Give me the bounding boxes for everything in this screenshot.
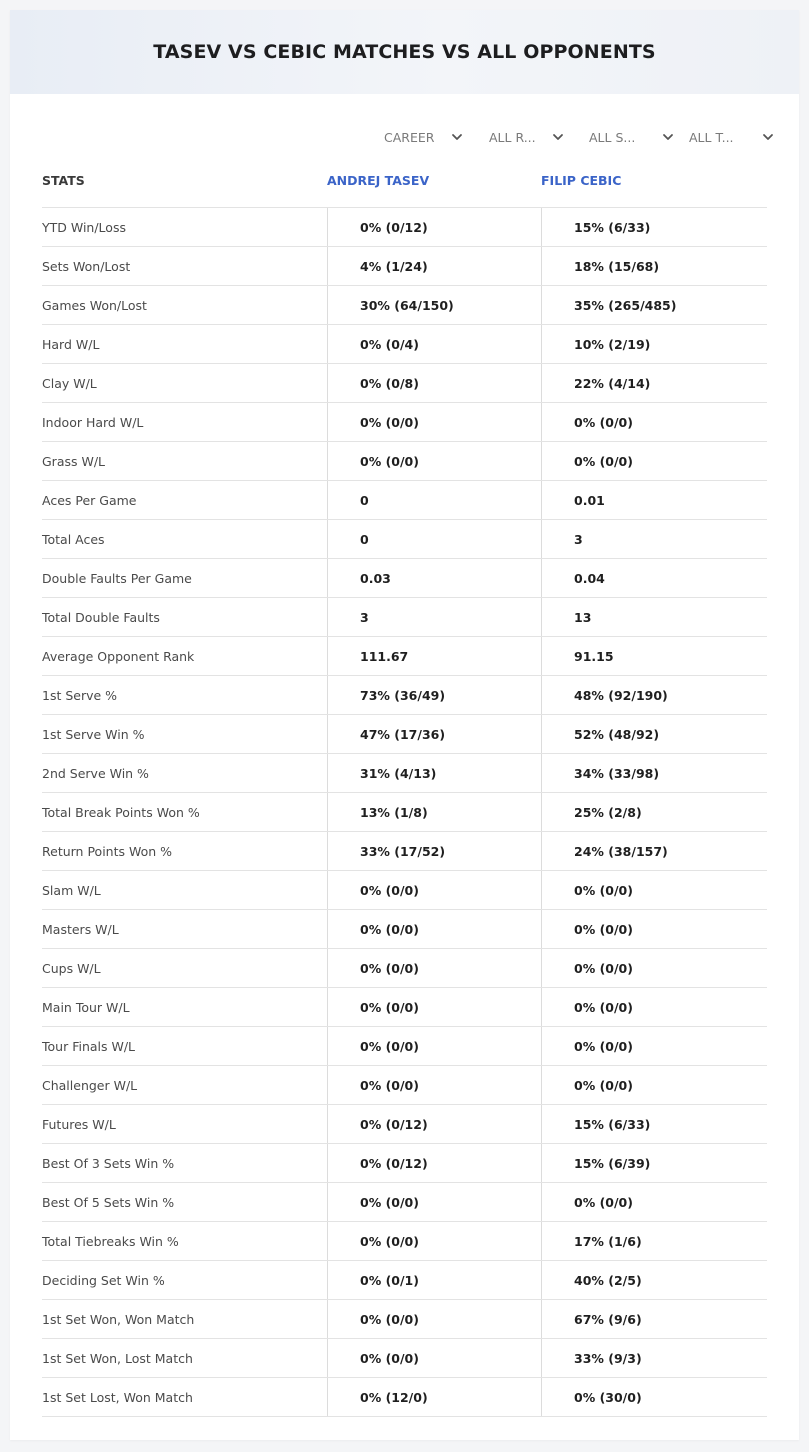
table-row — [42, 871, 767, 910]
stat-label: Average Opponent Rank — [42, 648, 195, 664]
player1-value: 4% (1/24) — [327, 247, 541, 285]
stat-label: 1st Set Lost, Won Match — [42, 1389, 193, 1405]
stat-label: Total Break Points Won % — [42, 804, 200, 820]
player1-value: 31% (4/13) — [327, 754, 541, 792]
stat-label: Clay W/L — [42, 375, 97, 391]
stat-label: 1st Set Won, Won Match — [42, 1311, 195, 1327]
chevron-down-icon — [551, 130, 565, 144]
player1-value: 111.67 — [327, 637, 541, 675]
player1-value: 73% (36/49) — [327, 676, 541, 714]
stats-card — [10, 10, 799, 1440]
table-row — [42, 442, 767, 481]
player1-value: 0% (0/0) — [327, 1300, 541, 1338]
stat-label: 2nd Serve Win % — [42, 765, 149, 781]
stat-label: 1st Serve % — [42, 687, 118, 703]
player1-value: 0% (0/0) — [327, 910, 541, 948]
player2-value: 0% (0/0) — [541, 403, 767, 441]
player2-value: 0% (0/0) — [541, 988, 767, 1026]
table-row — [42, 1066, 767, 1105]
table-row — [42, 286, 767, 325]
stat-label: YTD Win/Loss — [42, 219, 126, 235]
table-row — [42, 481, 767, 520]
player2-value: 35% (265/485) — [541, 286, 767, 324]
stat-label: 1st Serve Win % — [42, 726, 145, 742]
player1-value: 0% (0/0) — [327, 442, 541, 480]
table-row — [42, 1144, 767, 1183]
player1-value: 0% (0/0) — [327, 1339, 541, 1377]
player2-value: 15% (6/39) — [541, 1144, 767, 1182]
stat-label: Sets Won/Lost — [42, 258, 131, 274]
table-row — [42, 832, 767, 871]
player2-value: 33% (9/3) — [541, 1339, 767, 1377]
player1-value: 0% (0/12) — [327, 1144, 541, 1182]
page-title: TASEV VS CEBIC MATCHES VS ALL OPPONENTS — [153, 41, 656, 63]
column-header-player1-link[interactable]: ANDREJ TASEV — [327, 173, 430, 188]
stat-label: Futures W/L — [42, 1116, 116, 1132]
column-header-player2-link[interactable]: FILIP CEBIC — [541, 173, 622, 188]
stat-label: Total Double Faults — [42, 609, 160, 625]
table-row — [42, 910, 767, 949]
chevron-down-icon — [661, 130, 675, 144]
player2-value: 0% (0/0) — [541, 1066, 767, 1104]
filter-surface-select[interactable] — [579, 126, 675, 148]
stat-label: Challenger W/L — [42, 1077, 138, 1093]
table-body — [42, 208, 767, 1417]
stat-label: Games Won/Lost — [42, 297, 147, 313]
player2-value: 67% (9/6) — [541, 1300, 767, 1338]
table-row — [42, 208, 767, 247]
table-header — [42, 160, 767, 208]
table-row — [42, 559, 767, 598]
player1-value: 0% (0/0) — [327, 871, 541, 909]
player2-value: 0% (0/0) — [541, 442, 767, 480]
table-row — [42, 1222, 767, 1261]
stat-label: Main Tour W/L — [42, 999, 130, 1015]
player2-value: 0% (30/0) — [541, 1378, 767, 1416]
filter-tournament-select[interactable] — [679, 126, 775, 148]
stat-label: Tour Finals W/L — [42, 1038, 136, 1054]
player2-value: 48% (92/190) — [541, 676, 767, 714]
filter-period-select[interactable] — [380, 126, 464, 148]
player1-value: 3 — [327, 598, 541, 636]
table-row — [42, 754, 767, 793]
stat-label: Indoor Hard W/L — [42, 414, 144, 430]
filter-round-select[interactable] — [479, 126, 565, 148]
filter-period-value: CAREER — [384, 129, 435, 145]
player1-value: 13% (1/8) — [327, 793, 541, 831]
table-row — [42, 988, 767, 1027]
filter-bar — [380, 126, 770, 148]
player2-value: 0.04 — [541, 559, 767, 597]
player1-value: 0% (0/8) — [327, 364, 541, 402]
filter-surface-value: ALL S... — [589, 129, 636, 145]
player1-value: 47% (17/36) — [327, 715, 541, 753]
player1-value: 0% (0/4) — [327, 325, 541, 363]
player1-value: 0% (0/0) — [327, 403, 541, 441]
stat-label: Return Points Won % — [42, 843, 173, 859]
player2-value: 24% (38/157) — [541, 832, 767, 870]
player1-value: 0% (0/12) — [327, 208, 541, 246]
player1-value: 0% (0/0) — [327, 949, 541, 987]
stat-label: Total Tiebreaks Win % — [42, 1233, 179, 1249]
stat-label: Aces Per Game — [42, 492, 137, 508]
table-row — [42, 598, 767, 637]
player2-value: 0% (0/0) — [541, 1027, 767, 1065]
player1-value: 30% (64/150) — [327, 286, 541, 324]
table-row — [42, 403, 767, 442]
player2-value: 25% (2/8) — [541, 793, 767, 831]
stat-label: Total Aces — [42, 531, 105, 547]
player2-value: 0% (0/0) — [541, 1183, 767, 1221]
player2-value: 34% (33/98) — [541, 754, 767, 792]
table-row — [42, 1105, 767, 1144]
stat-label: Masters W/L — [42, 921, 119, 937]
player2-value: 40% (2/5) — [541, 1261, 767, 1299]
stat-label: Cups W/L — [42, 960, 101, 976]
column-header-stats: STATS — [42, 173, 85, 188]
stat-label: Grass W/L — [42, 453, 106, 469]
chevron-down-icon — [761, 130, 775, 144]
stat-label: Double Faults Per Game — [42, 570, 192, 586]
table-row — [42, 793, 767, 832]
stat-label: Hard W/L — [42, 336, 100, 352]
player1-value: 0 — [327, 520, 541, 558]
player2-value: 0.01 — [541, 481, 767, 519]
table-row — [42, 520, 767, 559]
player2-value: 52% (48/92) — [541, 715, 767, 753]
player2-value: 15% (6/33) — [541, 1105, 767, 1143]
table-row — [42, 364, 767, 403]
player1-value: 0% (0/1) — [327, 1261, 541, 1299]
player2-value: 17% (1/6) — [541, 1222, 767, 1260]
player1-value: 0% (0/0) — [327, 1027, 541, 1065]
filter-round-value: ALL R... — [489, 129, 536, 145]
table-row — [42, 325, 767, 364]
table-row — [42, 1300, 767, 1339]
table-row — [42, 1027, 767, 1066]
table-row — [42, 637, 767, 676]
table-row — [42, 715, 767, 754]
table-row — [42, 1378, 767, 1417]
player1-value: 0% (0/0) — [327, 1222, 541, 1260]
player2-value: 0% (0/0) — [541, 910, 767, 948]
player2-value: 13 — [541, 598, 767, 636]
stat-label: Best Of 3 Sets Win % — [42, 1155, 175, 1171]
stat-label: Slam W/L — [42, 882, 101, 898]
filter-tournament-value: ALL T... — [689, 129, 734, 145]
player1-value: 0.03 — [327, 559, 541, 597]
table-row — [42, 949, 767, 988]
player1-value: 0% (0/0) — [327, 1066, 541, 1104]
stats-table — [42, 160, 767, 1417]
table-row — [42, 1183, 767, 1222]
table-row — [42, 1339, 767, 1378]
player2-value: 22% (4/14) — [541, 364, 767, 402]
page-header — [10, 10, 799, 94]
player1-value: 0 — [327, 481, 541, 519]
player2-value: 3 — [541, 520, 767, 558]
table-row — [42, 1261, 767, 1300]
player2-value: 91.15 — [541, 637, 767, 675]
table-row — [42, 247, 767, 286]
player1-value: 0% (0/12) — [327, 1105, 541, 1143]
player1-value: 0% (12/0) — [327, 1378, 541, 1416]
player2-value: 15% (6/33) — [541, 208, 767, 246]
chevron-down-icon — [450, 130, 464, 144]
stat-label: Best Of 5 Sets Win % — [42, 1194, 175, 1210]
stat-label: Deciding Set Win % — [42, 1272, 165, 1288]
stat-label: 1st Set Won, Lost Match — [42, 1350, 193, 1366]
player2-value: 0% (0/0) — [541, 871, 767, 909]
player1-value: 0% (0/0) — [327, 1183, 541, 1221]
table-row — [42, 676, 767, 715]
player2-value: 0% (0/0) — [541, 949, 767, 987]
player2-value: 10% (2/19) — [541, 325, 767, 363]
player1-value: 0% (0/0) — [327, 988, 541, 1026]
player2-value: 18% (15/68) — [541, 247, 767, 285]
player1-value: 33% (17/52) — [327, 832, 541, 870]
